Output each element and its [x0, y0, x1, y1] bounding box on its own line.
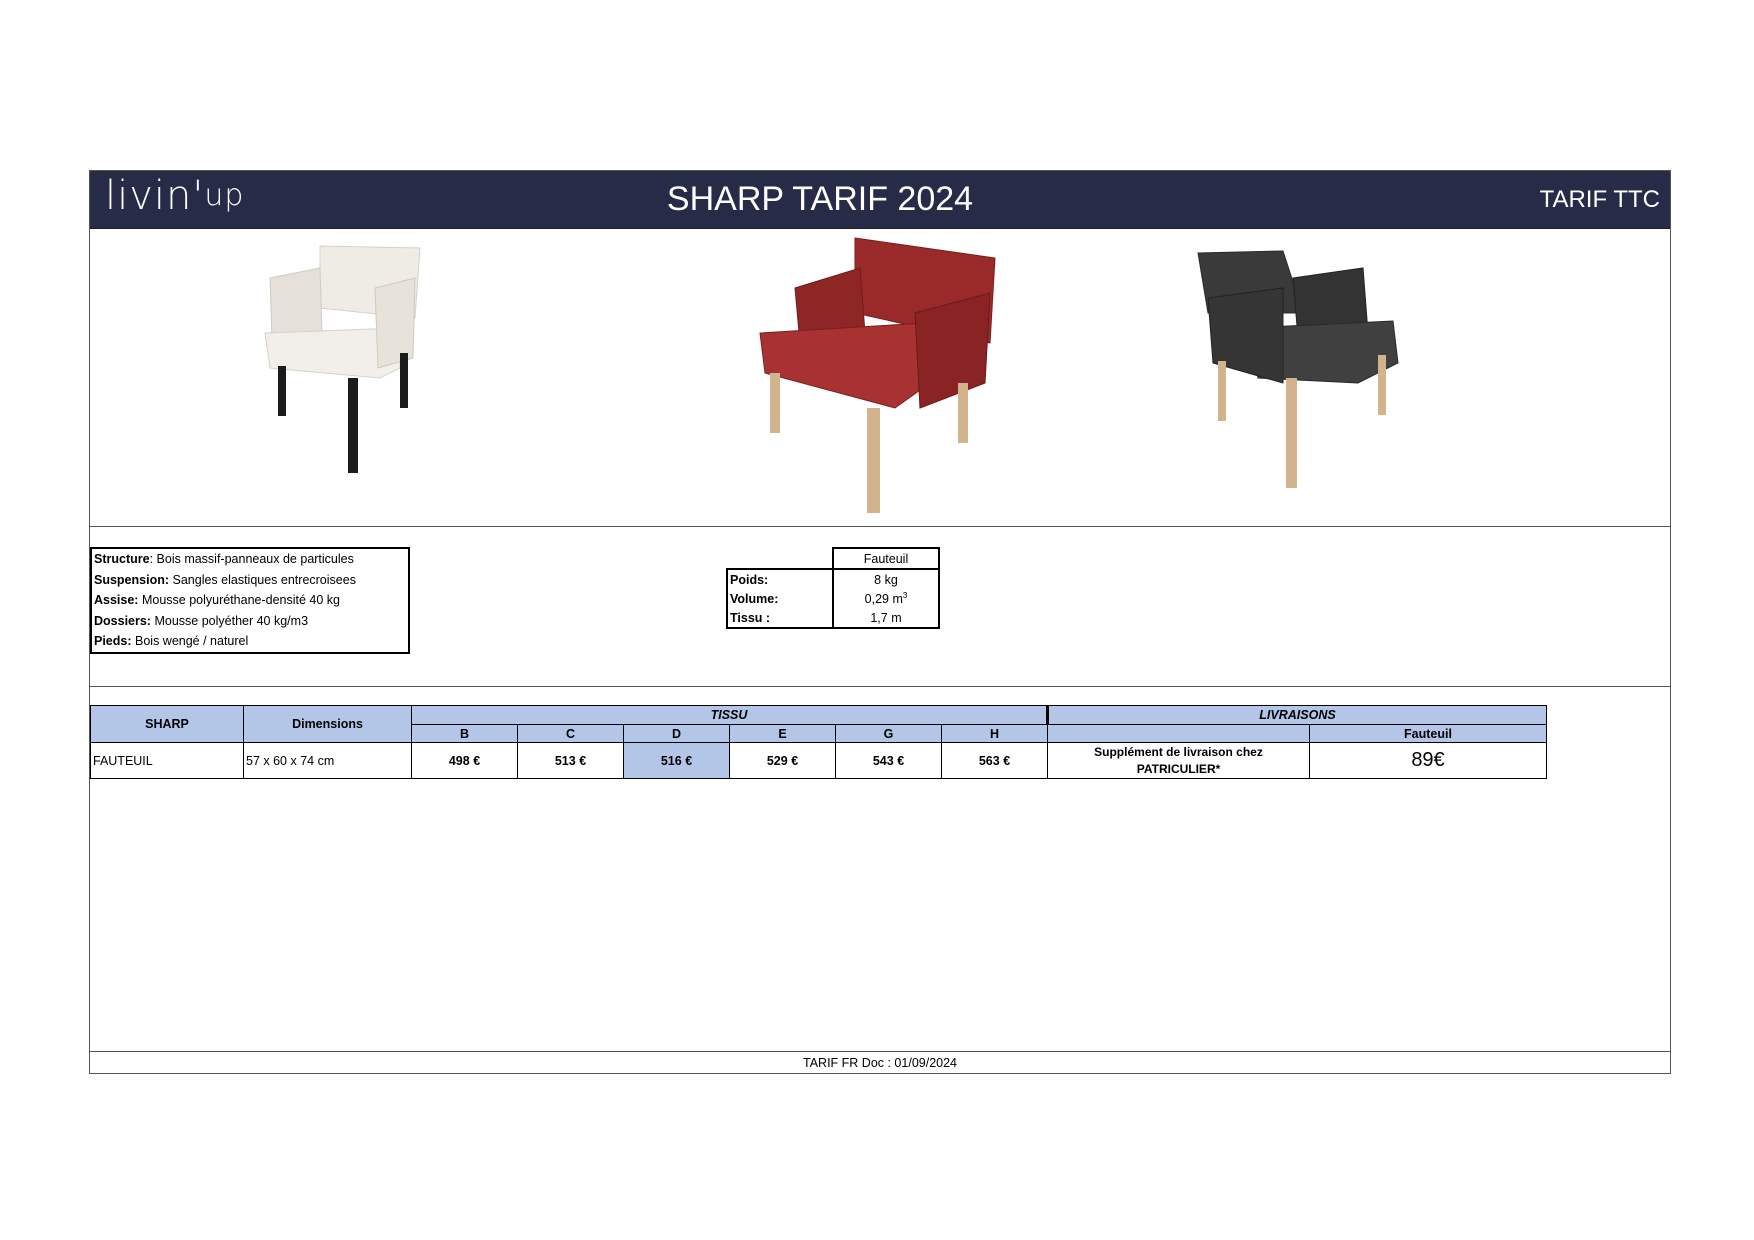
product-photos: [90, 228, 1670, 527]
chair-grey-photo: [1188, 243, 1418, 503]
price-e: 529 €: [730, 743, 836, 779]
price-b: 498 €: [412, 743, 518, 779]
col-livraison-empty: [1048, 725, 1310, 743]
col-dimensions: Dimensions: [244, 706, 412, 743]
chair-red-photo: [755, 233, 1025, 523]
row-dimensions: 57 x 60 x 74 cm: [244, 743, 412, 779]
packaging-label: Volume:: [727, 589, 833, 608]
spec-row: Dossiers: Mousse polyéther 40 kg/m3: [94, 613, 309, 628]
packaging-table: [726, 547, 940, 629]
packaging-value: 8 kg: [833, 569, 939, 589]
tarif-label: TARIF TTC: [1539, 186, 1660, 213]
table-row: [91, 743, 1547, 779]
packaging-value: 0,29 $m^3$: [833, 589, 939, 608]
price-table: [90, 705, 1547, 779]
price-d: 516 €: [624, 743, 730, 779]
col-tissu-h: H: [942, 725, 1048, 743]
group-livraisons: LIVRAISONS: [1048, 706, 1547, 725]
packaging-label: Poids:: [727, 569, 833, 589]
packaging-value: 1,7 m: [833, 608, 939, 628]
col-tissu-d: D: [624, 725, 730, 743]
price-sheet: [89, 170, 1671, 1074]
col-sharp: SHARP: [91, 706, 244, 743]
col-tissu-g: G: [836, 725, 942, 743]
col-tissu-e: E: [730, 725, 836, 743]
spec-row: Structure: Bois massif-panneaux de particules: [94, 552, 354, 566]
spec-row: Assise: Mousse polyuréthane-densité 40 kg: [94, 593, 341, 608]
price-g: 543 €: [836, 743, 942, 779]
packaging-header: Fauteuil: [833, 548, 939, 569]
col-livraison-fauteuil: Fauteuil: [1310, 725, 1547, 743]
livraison-label: Supplément de livraison chez PATRICULIER*: [1048, 743, 1310, 779]
col-tissu-c: C: [518, 725, 624, 743]
leg: [278, 366, 286, 416]
livraison-value: 89€: [1310, 743, 1547, 779]
footer-text: TARIF FR Doc : 01/09/2024: [803, 1056, 957, 1070]
brand-logo: $livin'^{up}$: [105, 173, 245, 219]
packaging-label: Tissu :: [727, 608, 833, 628]
page-title: SHARP TARIF 2024: [666, 180, 974, 218]
spec-row: Pieds: Bois wengé / naturel: [94, 634, 249, 649]
header-bar: [90, 171, 1670, 229]
specifications-box: [90, 547, 410, 654]
chair-white-photo: [250, 238, 450, 508]
row-name: FAUTEUIL: [91, 743, 244, 779]
col-tissu-b: B: [412, 725, 518, 743]
price-h: 563 €: [942, 743, 1048, 779]
section-divider: [90, 686, 1670, 687]
price-c: 513 €: [518, 743, 624, 779]
group-tissu: TISSU: [412, 706, 1048, 725]
spec-row: Suspension: Sangles elastiques entrecroisees: [94, 572, 356, 587]
